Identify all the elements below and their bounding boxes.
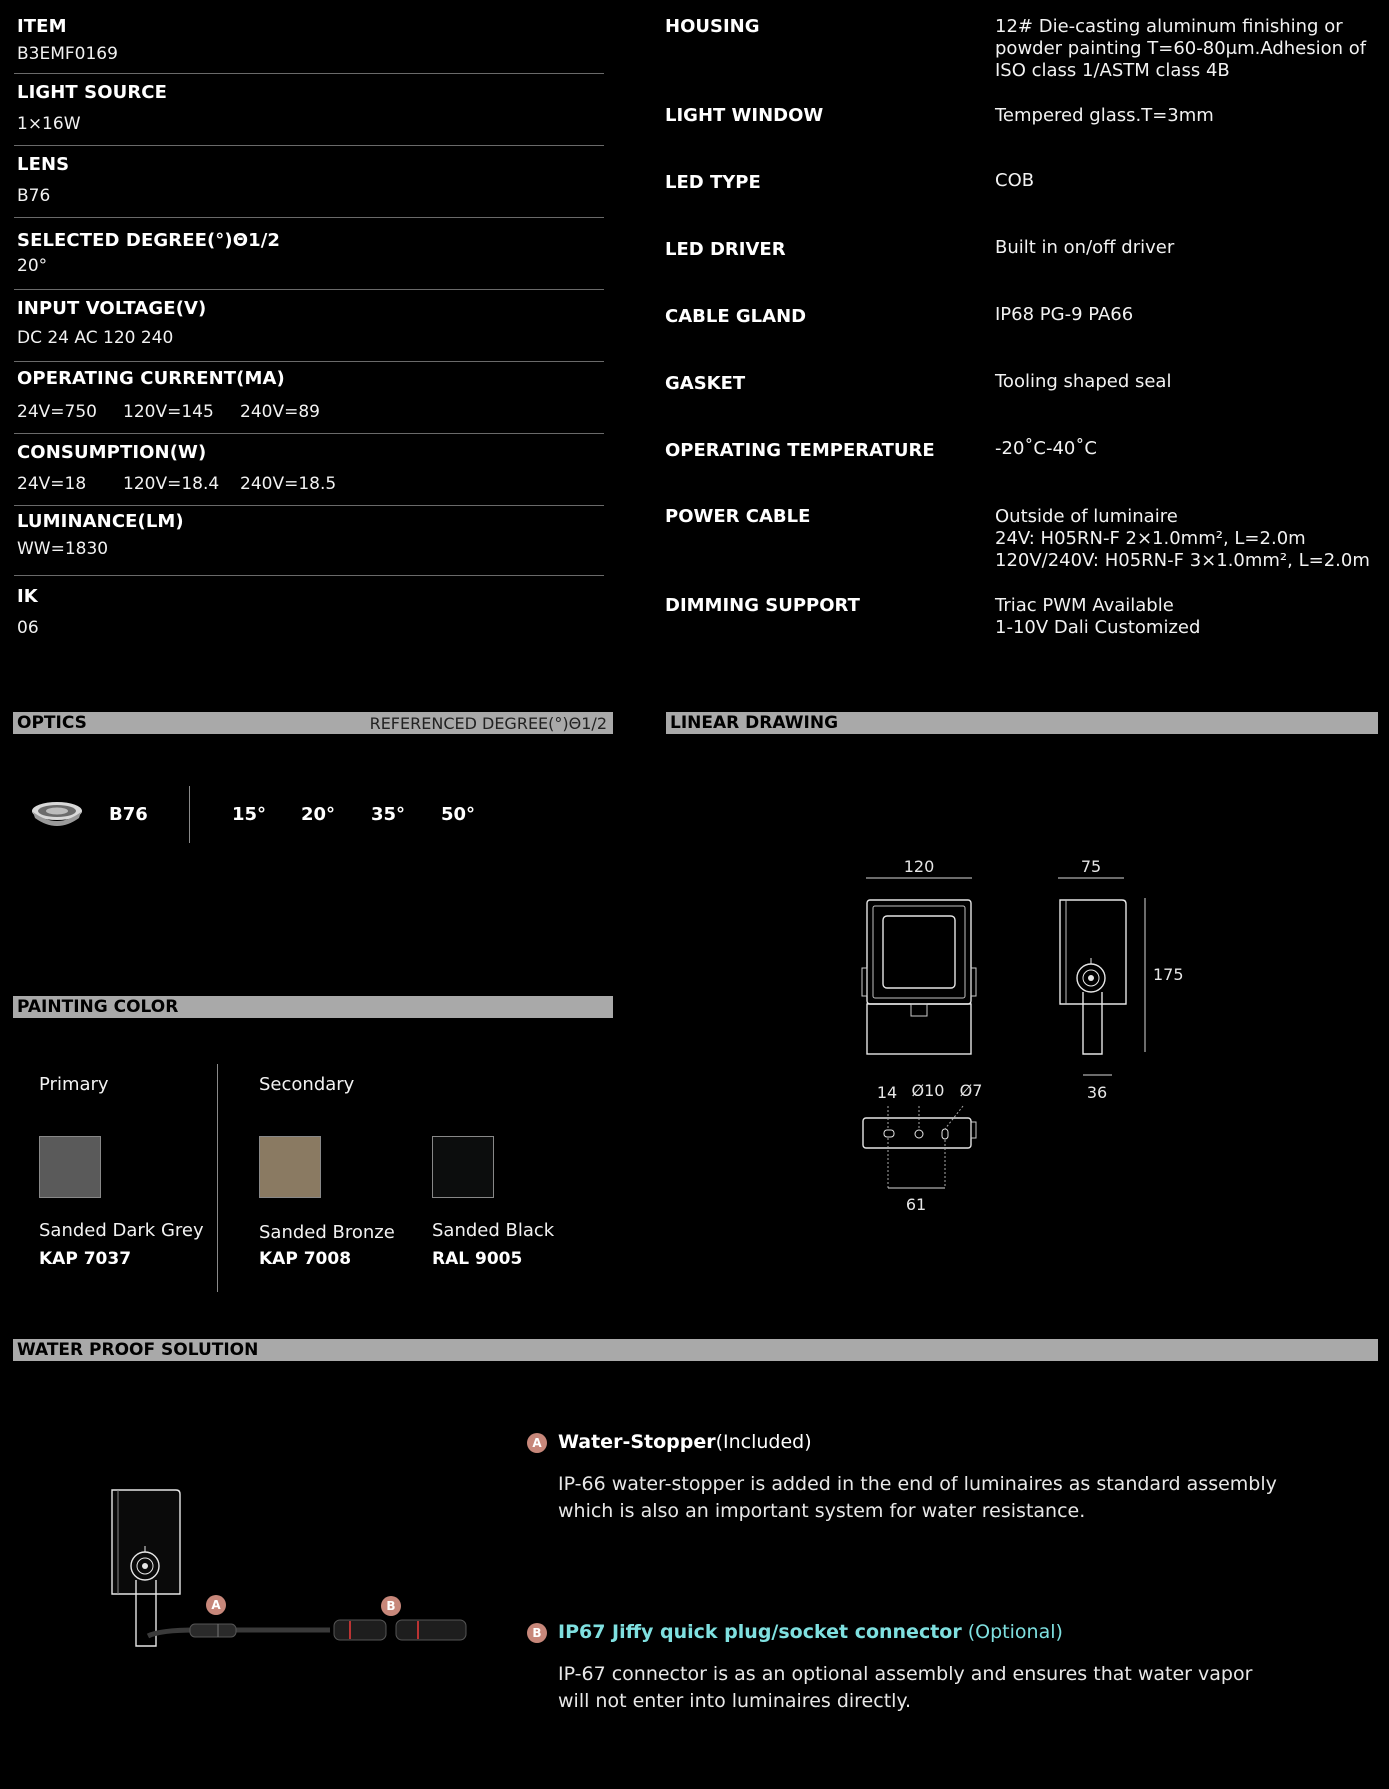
spec-label: LED TYPE: [665, 172, 761, 193]
spec-label: GASKET: [665, 373, 746, 394]
dim-d10: Ø10: [911, 1081, 945, 1100]
connector-suffix: (Optional): [961, 1621, 1063, 1643]
dim-width: 120: [903, 857, 935, 876]
spec-value: Outside of luminaire 24V: H05RN-F 2×1.0mm², L=2.0m 120V/240V: H05RN-F 3×1.0mm², L=2.0m: [995, 506, 1370, 571]
optics-divider: [189, 786, 190, 843]
spec-label: CONSUMPTION(W): [17, 442, 207, 463]
spec-label: OPERATING TEMPERATURE: [665, 440, 935, 461]
color-code-black: RAL 9005: [432, 1249, 523, 1269]
connector-name: IP67 Jiffy quick plug/socket connector: [558, 1621, 962, 1643]
swatch-dark-grey: [39, 1136, 101, 1198]
swatch-bronze: [259, 1136, 321, 1198]
dim-14: 14: [876, 1083, 898, 1102]
illustration-badge-b: B: [381, 1596, 401, 1616]
dim-spacing: 61: [905, 1195, 927, 1214]
connector-desc: IP-67 connector is as an optional assembly and ensures that water vapor will not enter into luminaires directly.: [558, 1663, 1253, 1712]
spec-label: LIGHT WINDOW: [665, 105, 824, 126]
spec-value: [17, 401, 604, 423]
spec-value: Tempered glass.T=3mm: [995, 105, 1214, 126]
primary-label: Primary: [39, 1074, 109, 1095]
dim-bracket: 36: [1086, 1083, 1108, 1102]
optics-title: OPTICS: [17, 713, 87, 733]
spec-label: SELECTED DEGREE(°)Θ1/2: [17, 230, 281, 251]
illustration-badge-a: A: [206, 1595, 226, 1615]
spec-value: IP68 PG-9 PA66: [995, 304, 1134, 325]
water-stopper-desc: IP-66 water-stopper is added in the end of luminaires as standard assembly which is also an important system for water resistance.: [558, 1473, 1277, 1522]
optics-degree-20: 20°: [301, 804, 336, 825]
color-name-bronze: Sanded Bronze: [259, 1222, 395, 1243]
color-name-black: Sanded Black: [432, 1220, 555, 1241]
spec-value: B76: [17, 186, 51, 206]
spec-value: -20˚C-40˚C: [995, 438, 1097, 459]
optics-referenced-degree: REFERENCED DEGREE(°)Θ1/2: [369, 714, 607, 733]
spec-value: WW=1830: [17, 539, 109, 559]
spec-label: INPUT VOLTAGE(V): [17, 298, 207, 319]
spec-value: B3EMF0169: [17, 44, 118, 64]
spec-label: DIMMING SUPPORT: [665, 595, 860, 616]
spec-label: HOUSING: [665, 16, 760, 37]
painting-color-title: PAINTING COLOR: [17, 997, 179, 1017]
spec-row-lens: [14, 146, 604, 218]
current-24v: 24V=750: [17, 402, 97, 422]
optics-degree-50: 50°: [441, 804, 476, 825]
waterproof-title: WATER PROOF SOLUTION: [17, 1340, 259, 1360]
spec-label: OPERATING CURRENT(MA): [17, 368, 285, 389]
linear-drawing-title: LINEAR DRAWING: [670, 713, 839, 733]
consumption-24v: 24V=18: [17, 474, 87, 494]
spec-label: LED DRIVER: [665, 239, 786, 260]
color-name-dark-grey: Sanded Dark Grey: [39, 1220, 204, 1241]
spec-label: LUMINANCE(LM): [17, 511, 184, 532]
dim-height: 175: [1153, 965, 1184, 984]
spec-label: CABLE GLAND: [665, 306, 807, 327]
swatch-black: [432, 1136, 494, 1198]
spec-row-light-source: [14, 74, 604, 146]
spec-value: Built in on/off driver: [995, 237, 1175, 258]
optics-header: [13, 712, 613, 734]
spec-value: 20°: [17, 256, 48, 276]
color-code-dark-grey: KAP 7037: [39, 1249, 132, 1269]
linear-drawing-header: [666, 712, 1378, 734]
painting-color-header: [13, 996, 613, 1018]
item-badge-a: A: [527, 1433, 547, 1453]
spec-row-consumption: [14, 434, 604, 506]
water-stopper-name: Water-Stopper: [558, 1431, 716, 1453]
spec-row-luminance: [14, 506, 604, 576]
water-stopper-title: [558, 1431, 812, 1453]
spec-value: [17, 473, 604, 495]
spec-row-ik: [14, 576, 604, 648]
optics-degree-15: 15°: [232, 804, 267, 825]
spec-table-left: [14, 12, 604, 648]
secondary-label: Secondary: [259, 1074, 355, 1095]
optics-lens-name: B76: [109, 804, 148, 825]
waterproof-illustration: [100, 1480, 480, 1650]
spec-row-selected-degree: [14, 218, 604, 290]
consumption-240v: 240V=18.5: [240, 474, 337, 494]
consumption-120v: 120V=18.4: [123, 474, 220, 494]
dim-depth: 75: [1080, 857, 1102, 876]
connector-title: [558, 1621, 1063, 1643]
dim-d7: Ø7: [959, 1081, 983, 1100]
spec-row-operating-current: [14, 362, 604, 434]
spec-value: COB: [995, 170, 1035, 191]
waterproof-header: [13, 1339, 1378, 1361]
spec-value: 06: [17, 618, 39, 638]
current-240v: 240V=89: [240, 402, 320, 422]
spec-row-item: [14, 12, 604, 74]
spec-value: 12# Die-casting aluminum finishing or powder painting T=60-80μm.Adhesion of ISO class 1/ASTM class 4B: [995, 16, 1367, 81]
color-code-bronze: KAP 7008: [259, 1249, 352, 1269]
current-120v: 120V=145: [123, 402, 214, 422]
spec-row-input-voltage: [14, 290, 604, 362]
spec-value: Triac PWM Available 1-10V Dali Customized: [995, 595, 1201, 638]
spec-value: 1×16W: [17, 114, 81, 134]
water-stopper-suffix: (Included): [715, 1431, 812, 1453]
spec-value: DC 24 AC 120 240: [17, 328, 174, 348]
spec-label: LENS: [17, 154, 70, 175]
optics-degree-35: 35°: [371, 804, 406, 825]
spec-label: IK: [17, 586, 38, 607]
spec-label: LIGHT SOURCE: [17, 82, 167, 103]
linear-drawing: [840, 850, 1200, 1220]
spec-value: Tooling shaped seal: [995, 371, 1172, 392]
item-badge-b: B: [527, 1623, 547, 1643]
painting-divider: [217, 1064, 218, 1292]
lens-icon: [30, 798, 84, 832]
spec-label: ITEM: [17, 16, 67, 37]
spec-label: POWER CABLE: [665, 506, 811, 527]
